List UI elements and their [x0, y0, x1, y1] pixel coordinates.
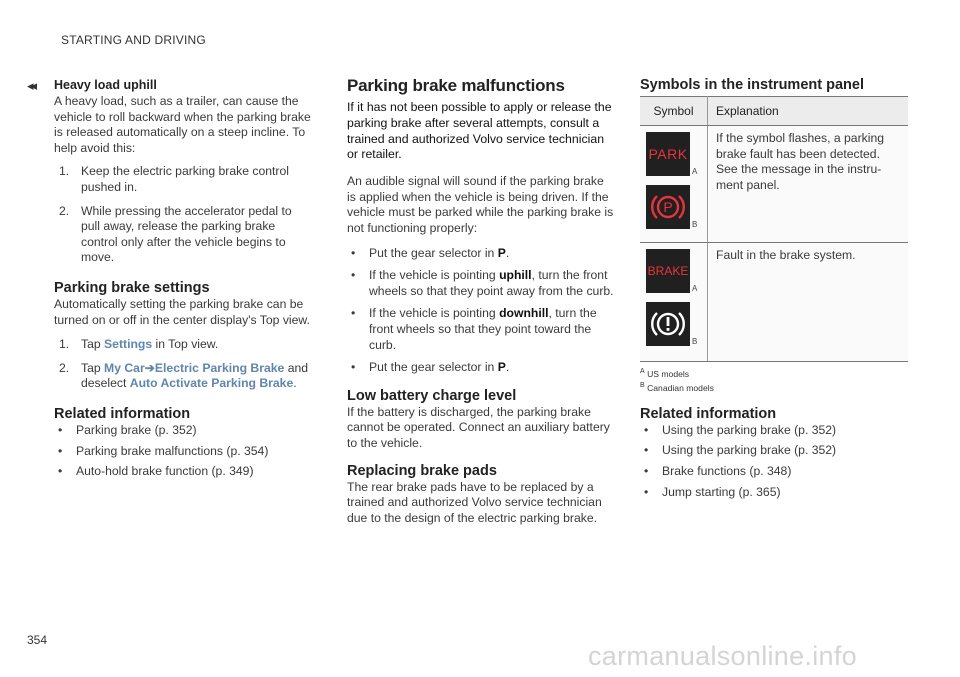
bullet-icon: • — [58, 464, 63, 479]
step-text-pre: Tap — [81, 337, 105, 352]
low-battery-title: Low battery charge level — [347, 387, 517, 404]
step-text: Keep the electric parking brake control pushed in. — [81, 164, 289, 194]
related-info-title: Related information — [640, 405, 777, 422]
back-arrow-icon[interactable]: ◂◂ — [27, 78, 35, 93]
footnote — [640, 380, 908, 394]
brake-icon-text: BRAKE — [647, 264, 689, 278]
footnote-text: Canadian models — [647, 382, 714, 393]
park-warning-icon — [646, 132, 690, 176]
step-text-pre: Tap — [81, 360, 105, 375]
symbol-cell — [640, 243, 708, 362]
related-info-title: Related information — [54, 405, 191, 422]
symbols-title: Symbols in the instrument panel — [640, 77, 864, 93]
bullet-bold: downhill — [499, 306, 549, 321]
bullet-bold: P — [497, 360, 506, 375]
footnotes — [640, 366, 908, 394]
bullet-text: If the vehicle is pointing — [369, 306, 500, 321]
related-item[interactable] — [54, 444, 314, 460]
table-row — [640, 126, 908, 243]
table-row — [640, 243, 908, 362]
bullet-icon: • — [351, 306, 356, 321]
footnote-mark: A — [692, 284, 698, 293]
related-item-text: Parking brake (p. 352) — [76, 422, 197, 437]
related-item[interactable] — [640, 485, 908, 501]
related-item-text: Using the parking brake (p. 352) — [662, 443, 837, 458]
heavy-load-title: Heavy load uphill — [54, 78, 157, 92]
step-number: 1. — [59, 164, 70, 179]
footnote-mark: A — [640, 368, 645, 375]
footnote-mark: B — [692, 337, 698, 346]
related-item-text: Brake functions (p. 348) — [662, 463, 792, 478]
bullet-icon: • — [644, 443, 649, 458]
page-number: 354 — [27, 633, 48, 647]
symbols-table — [640, 96, 908, 362]
malfunction-bullet — [347, 268, 615, 299]
col-explanation-header: Explanation — [708, 97, 909, 126]
settings-step-2 — [59, 361, 314, 392]
brake-pads-title: Replacing brake pads — [347, 462, 497, 479]
heavy-load-step-2 — [59, 204, 314, 266]
related-item[interactable] — [640, 423, 908, 439]
explanation-cell — [708, 243, 909, 362]
electric-parking-brake-link[interactable]: Electric Parking Brake — [154, 360, 285, 375]
step-text-post: . — [293, 376, 297, 391]
bullet-icon: • — [644, 484, 649, 499]
bullet-bold: P — [497, 245, 506, 260]
heavy-load-step-1 — [59, 164, 314, 195]
right-column — [640, 77, 908, 500]
col-symbol-header: Symbol — [640, 97, 708, 126]
brake-warning-symbol-svg — [651, 309, 685, 339]
footnote-mark: A — [692, 167, 698, 176]
related-item-text: Jump starting (p. 365) — [662, 484, 781, 499]
related-item-text: Auto-hold brake function (p. 349) — [76, 464, 254, 479]
low-battery-body: If the battery is discharged, the parking brake cannot be operated. Connect an auxiliary battery to the vehicle. — [347, 404, 610, 450]
related-item-text: Using the parking brake (p. 352) — [662, 422, 837, 437]
step-text-mid: and deselect — [81, 360, 309, 391]
bullet-icon: • — [351, 245, 356, 260]
watermark: carmanualsonline.info — [588, 641, 857, 671]
svg-text:P: P — [663, 199, 673, 215]
section-title: Parking brake malfunctions — [347, 76, 565, 95]
step-number: 2. — [59, 360, 70, 375]
footnote — [640, 366, 908, 380]
footnote-mark: B — [692, 220, 698, 229]
related-item[interactable] — [640, 443, 908, 459]
bullet-text: . — [505, 245, 510, 260]
bullet-bold: uphill — [499, 268, 532, 283]
step-number: 2. — [59, 203, 70, 218]
running-header: STARTING AND DRIVING — [61, 33, 206, 47]
malfunction-bullet — [347, 246, 615, 262]
left-column — [54, 78, 314, 480]
bullet-text: , turn the front wheels so that they point toward the curb. — [369, 306, 597, 352]
step-number: 1. — [59, 337, 70, 352]
step-text: While pressing the accelerator pedal to pull away, release the parking brake control only after the vehicle begins to move. — [81, 203, 292, 265]
brake-warning-icon — [646, 302, 690, 346]
section-body: An audible signal will sound if the parking brake is applied when the vehicle is being driven. If the vehicle must be parked while the parking brake is not functioning properly: — [347, 174, 614, 235]
related-item[interactable] — [54, 423, 314, 439]
bullet-icon: • — [351, 360, 356, 375]
explanation-text: Fault in the brake system. — [716, 248, 856, 262]
footnote-text: US models — [647, 368, 690, 379]
bullet-icon: • — [58, 443, 63, 458]
bullet-text: If the vehicle is pointing — [369, 268, 500, 283]
settings-link[interactable]: Settings — [104, 337, 153, 352]
parking-brake-symbol-svg — [651, 192, 685, 222]
step-text-post: in Top view. — [152, 337, 219, 352]
bullet-icon: • — [644, 422, 649, 437]
bullet-icon: • — [58, 422, 63, 437]
related-item-text: Parking brake malfunctions (p. 354) — [76, 443, 269, 458]
park-icon-text: PARK — [648, 146, 688, 162]
explanation-cell — [708, 126, 909, 243]
arrow-right-icon: ➔ — [144, 360, 155, 375]
brake-warning-text-icon — [646, 249, 690, 293]
bullet-text: . — [505, 360, 510, 375]
settings-step-1 — [59, 337, 314, 353]
my-car-link[interactable]: My Car — [104, 360, 145, 375]
footnote-mark: B — [640, 381, 645, 389]
malfunction-bullet — [347, 306, 615, 353]
related-item[interactable] — [54, 464, 314, 480]
bullet-text: Put the gear selector in — [369, 360, 498, 375]
brake-pads-body: The rear brake pads have to be replaced by a trained and authorized Volvo service technician due to the design of the electric parking brake. — [347, 479, 602, 525]
symbol-cell — [640, 126, 708, 243]
heavy-load-body: A heavy load, such as a trailer, can cause the vehicle to roll backward when the parking brake is released automatically on a steep incline. To help avoid this: — [54, 94, 311, 155]
middle-column — [347, 76, 615, 526]
malfunction-bullet — [347, 360, 615, 376]
bullet-text: , turn the front wheels so that they point away from the curb. — [369, 268, 614, 298]
related-item[interactable] — [640, 464, 908, 480]
bullet-icon: • — [351, 268, 356, 283]
bullet-icon: • — [644, 463, 649, 478]
auto-activate-parking-brake-link[interactable]: Auto Activate Parking Brake — [129, 376, 294, 391]
settings-title: Parking brake settings — [54, 279, 210, 296]
section-intro: If it has not been possible to apply or release the parking brake after several attempts, consult a trained and authorized Volvo service technician or retailer. — [347, 100, 612, 162]
settings-body: Automatically setting the parking brake can be turned on or off in the center display's Top view. — [54, 296, 310, 327]
explanation-text: If the symbol flashes, a parking brake fault has been detected. See the message in the instru-ment panel. — [716, 131, 885, 192]
parking-brake-icon — [646, 185, 690, 229]
bullet-text: Put the gear selector in — [369, 245, 498, 260]
